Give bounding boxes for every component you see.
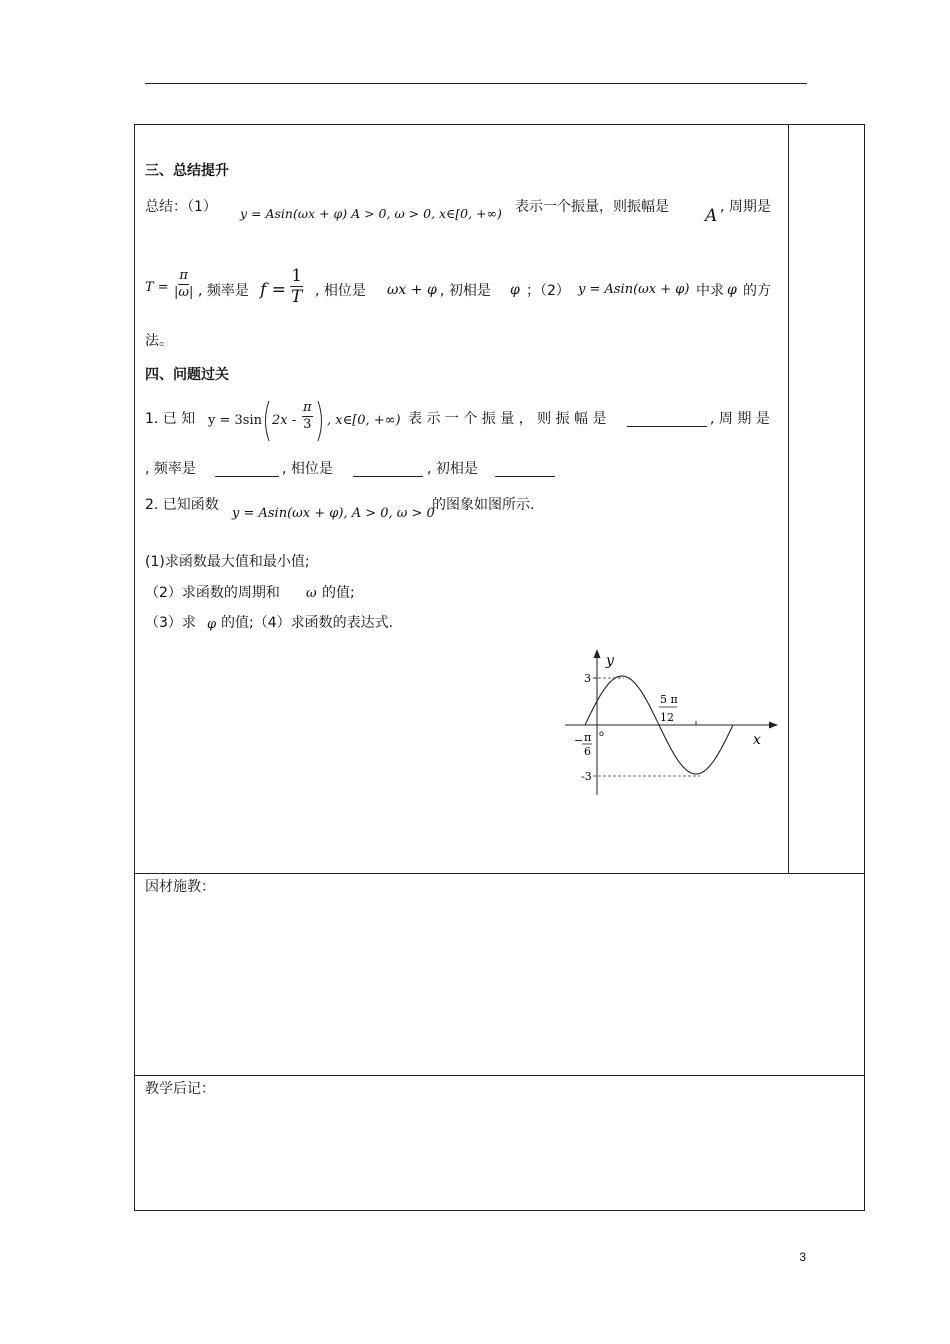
left-label-sign: −: [574, 734, 584, 747]
question-2-line: [145, 496, 785, 522]
q2-suffix: 的图象如图所示.: [432, 497, 535, 513]
right-label-num: 5 π: [660, 693, 678, 706]
f-lhs: f =: [260, 280, 286, 300]
T-den: |ω|: [174, 284, 194, 300]
sub3-sym: φ: [207, 617, 217, 632]
max-label: 3: [584, 672, 591, 685]
q1-blank-initphase: [495, 462, 555, 477]
text-method-2: 法。: [145, 333, 173, 349]
q1-line2-freq: , 频率是: [145, 461, 196, 477]
min-label: -3: [581, 770, 592, 783]
y-axis-arrow: [594, 649, 601, 658]
text-initphase: , 初相是: [440, 283, 491, 299]
q2-sub-1: (1)求函数最大值和最小值;: [145, 554, 310, 570]
q1-text-period: , 周 期 是: [710, 411, 770, 427]
y-axis-label: y: [606, 653, 614, 669]
question-1-line-2: [145, 462, 785, 482]
T-fraction: [173, 268, 194, 300]
f-fraction: [290, 266, 303, 308]
left-label-den: 6: [584, 745, 591, 758]
sub2-b: 的值;: [322, 585, 355, 601]
sub2-sym: ω: [306, 586, 317, 601]
table-border-right: [864, 124, 865, 1211]
text-vibration: 表示一个振量，则振幅是: [515, 199, 669, 215]
q2-sub-2: [145, 586, 545, 606]
text-method: 的方: [743, 283, 771, 299]
sub3-b: 的值;（4）求函数的表达式.: [221, 615, 394, 631]
summary-line-1: [145, 198, 785, 228]
origin-label: o: [599, 729, 604, 738]
find-sym: φ: [727, 282, 737, 298]
q1-eq-b: 2x -: [272, 413, 297, 428]
T-num: π: [179, 268, 188, 283]
q2-prefix: 2. 已知函数: [145, 497, 219, 513]
q1-prefix: 1. 已 知: [145, 411, 196, 427]
sub3-a: （3）求: [145, 615, 196, 631]
sub2-a: （2）求函数的周期和: [145, 585, 280, 601]
text-period: , 周期是: [720, 199, 771, 215]
table-row-divider-1: [134, 873, 865, 874]
table-inner-vertical: [788, 124, 789, 874]
summary-label: 总结：（1）: [145, 199, 217, 215]
text-phase: , 相位是: [315, 283, 366, 299]
q1-paren-right: [316, 400, 326, 442]
phase-expr: ωx + φ: [387, 282, 437, 298]
x-axis-label: x: [753, 732, 761, 748]
q1-paren-left: [261, 400, 271, 442]
table-border-left: [134, 124, 135, 1211]
graph-axes: [565, 649, 778, 795]
q1-line2-initphase: , 初相是: [427, 461, 478, 477]
T-lhs: T =: [145, 280, 169, 295]
text-find: 中求: [696, 283, 724, 299]
f-num: 1: [291, 266, 303, 286]
reflection-label: 教学后记：: [145, 1081, 215, 1097]
amp-symbol: A: [705, 206, 718, 226]
eq2: y = Asin(ωx + φ): [578, 282, 690, 297]
table-row-divider-2: [134, 1075, 865, 1076]
table-border-top: [134, 124, 865, 125]
q1-line2-phase: , 相位是: [282, 461, 333, 477]
q1-blank-frequency: [215, 462, 279, 477]
eq1: y = Asin(ωx + φ) A > 0, ω > 0, x∈[0, +∞): [240, 206, 502, 221]
text-part2: ；（2）: [526, 283, 570, 299]
text-freq: , 频率是: [198, 283, 249, 299]
table-border-bottom: [134, 1210, 865, 1211]
header-rule: [145, 83, 807, 84]
q2-eq: y = Asin(ωx + φ), A > 0, ω > 0: [232, 506, 435, 521]
q1-fraction: [302, 400, 313, 432]
x-axis-arrow: [769, 722, 778, 729]
q1-frac-num: π: [303, 400, 312, 415]
q1-frac-den: 3: [303, 416, 312, 432]
question-1-line-1: [145, 398, 785, 444]
q1-blank-amplitude: [627, 412, 707, 427]
sine-graph: [560, 645, 785, 800]
page-number: 3: [799, 1250, 806, 1264]
q2-sub-3: [145, 616, 545, 636]
left-label-num: π: [584, 731, 592, 744]
section4-heading: 四、问题过关: [145, 367, 229, 383]
q1-domain: , x∈[0, +∞): [327, 413, 401, 428]
f-den: T: [291, 287, 303, 308]
initphase-sym: φ: [510, 282, 520, 298]
adaptive-teaching-label: 因材施教：: [145, 879, 215, 895]
section3-heading: 三、总结提升: [145, 163, 229, 179]
q1-blank-phase: [353, 462, 423, 477]
q1-text: 表 示 一 个 振 量 ， 则 振 幅 是: [408, 411, 607, 427]
right-label-den: 12: [660, 711, 674, 724]
summary-line-2: [145, 268, 785, 314]
q1-eq-a: y = 3sin: [208, 413, 262, 428]
